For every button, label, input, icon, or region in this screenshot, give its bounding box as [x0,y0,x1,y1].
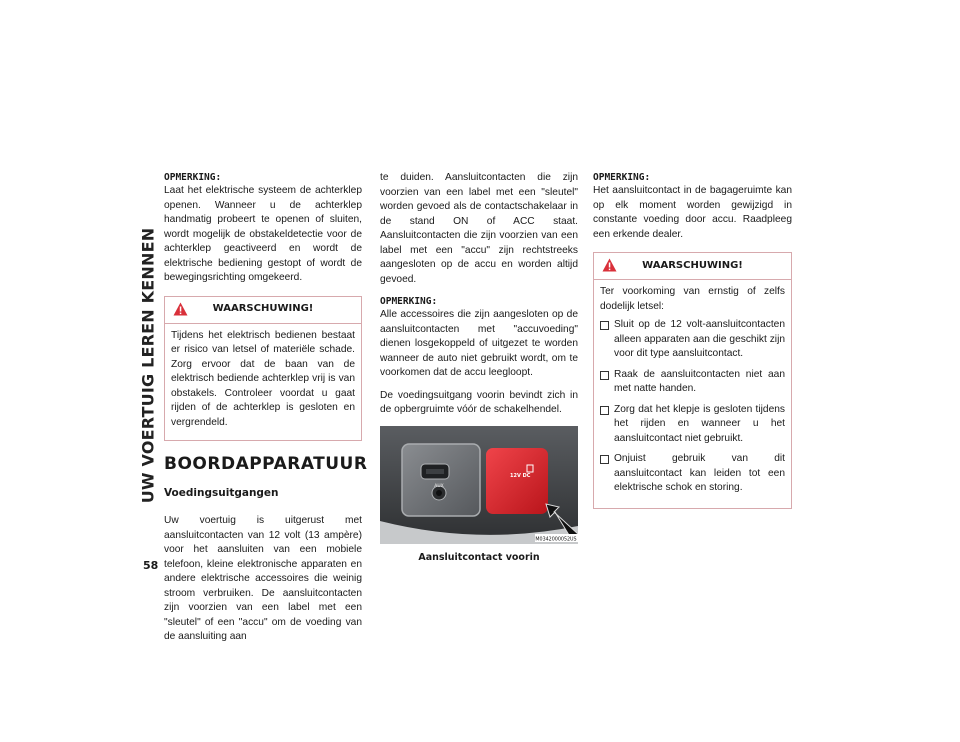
note-text: Laat het elektrische systeem de achterklep openen. Wanneer u de achterklep handmatig probeert te openen of sluiten, wordt mogelijk de obstakeldetectie voor de achterklep geactiveerd en wordt de elektrische bediening gestopt of wordt de bewegingsrichting omgekeerd. [164,185,362,283]
warning-list-item: Zorg dat het klepje is gesloten tijdens het rijden en wanneer u het aansluitcontact niet gebruikt. [600,403,785,447]
warning-list-item: Raak de aansluitcontacten niet aan met natte handen. [600,368,785,397]
power-outlet-illustration [380,426,578,544]
warning-intro: Ter voorkoming van ernstig of zelfs dodelijk letsel: [600,286,785,312]
warning-list-item: Sluit op de 12 volt-aansluitcontacten alleen apparaten aan die geschikt zijn voor dit type aansluitcontact. [600,318,785,362]
warning-box-tailgate [164,296,362,442]
warning-title: WAARSCHUWING! [212,303,314,315]
note-title: OPMERKING: [593,172,651,183]
warning-triangle-icon [602,258,617,272]
column-3 [593,171,792,525]
warning-text: Tijdens het elektrisch bedienen bestaat er risico van letsel of materiële schade. Zorg ervoor dat de baan van de elektrisch bediende achterklep vrij is van obstakels. Controleer voordat u gaat rijden of de achterklep is gesloten en vergrendeld. [171,329,355,428]
column-2 [380,171,578,565]
note-2 [380,295,578,381]
dc-label: 12V DC [510,472,531,479]
warning-box-outlet [593,252,792,509]
subsection-heading: Voedingsuitgangen [164,486,279,499]
note-1 [164,171,362,286]
checkbox-bullet-icon [600,406,609,415]
note-3 [593,171,792,242]
section-heading: BOORDAPPARATUUR [164,454,368,474]
note-title: OPMERKING: [380,296,438,307]
checkbox-bullet-icon [600,455,609,464]
aux-label: AUX [434,483,444,489]
warning-triangle-icon [173,302,188,316]
body-paragraph-2: De voedingsuitgang voorin bevindt zich in de opbergruimte vóór de schakelhendel. [380,389,578,415]
checkbox-bullet-icon [600,321,609,330]
body-paragraph: Uw voertuig is uitgerust met aansluitcontacten van 12 volt (13 ampère) voor het aansluiten van een mobiele telefoon, kleine elektronische apparaten en andere elektrische accessoires die weinig stroom verbruiken. De aansluitcontacten zijn voorzien van een label met een "sleutel" of een "accu" om de voeding van de aansluiting aan [164,515,362,642]
warning-list-item: Onjuist gebruik van dit aansluitcontact kan leiden tot een elektrische schok en storing. [600,452,785,496]
chapter-title: UW VOERTUIG LEREN KENNEN [138,227,158,503]
chapter-side-tab [138,165,158,565]
warning-header [165,297,361,324]
note-text: Het aansluitcontact in de bagageruimte kan op elk moment worden gewijzigd in constante voeding door accu. Raadpleeg een erkende dealer. [593,185,792,240]
warning-title: WAARSCHUWING! [642,259,743,271]
photo-caption: Aansluitcontact voorin [418,551,540,563]
image-code: M0342000052US [535,537,577,542]
warning-header [594,253,791,280]
page-number: 58 [143,559,159,572]
checkbox-bullet-icon [600,371,609,380]
note-title: OPMERKING: [164,172,222,183]
front-power-outlet-photo [380,426,578,544]
note-text: Alle accessoires die zijn aangesloten op de aansluitcontacten met "accuvoeding" dienen losgekoppeld of uitgezet te worden wanneer de auto niet gebruikt wordt, om te voorkomen dat de accu leegloopt. [380,309,578,378]
column-1 [164,171,368,653]
warning-list [600,318,785,496]
body-paragraph-cont: te duiden. Aansluitcontacten die zijn voorzien van een label met een "sleutel" worden gevoed als de contactschakelaar in de stand ON of ACC staat. Aansluitcontacten die zijn voorzien van een label met een "accu" zijn rechtstreeks aangesloten op de accu en worden altijd gevoed. [380,172,578,285]
